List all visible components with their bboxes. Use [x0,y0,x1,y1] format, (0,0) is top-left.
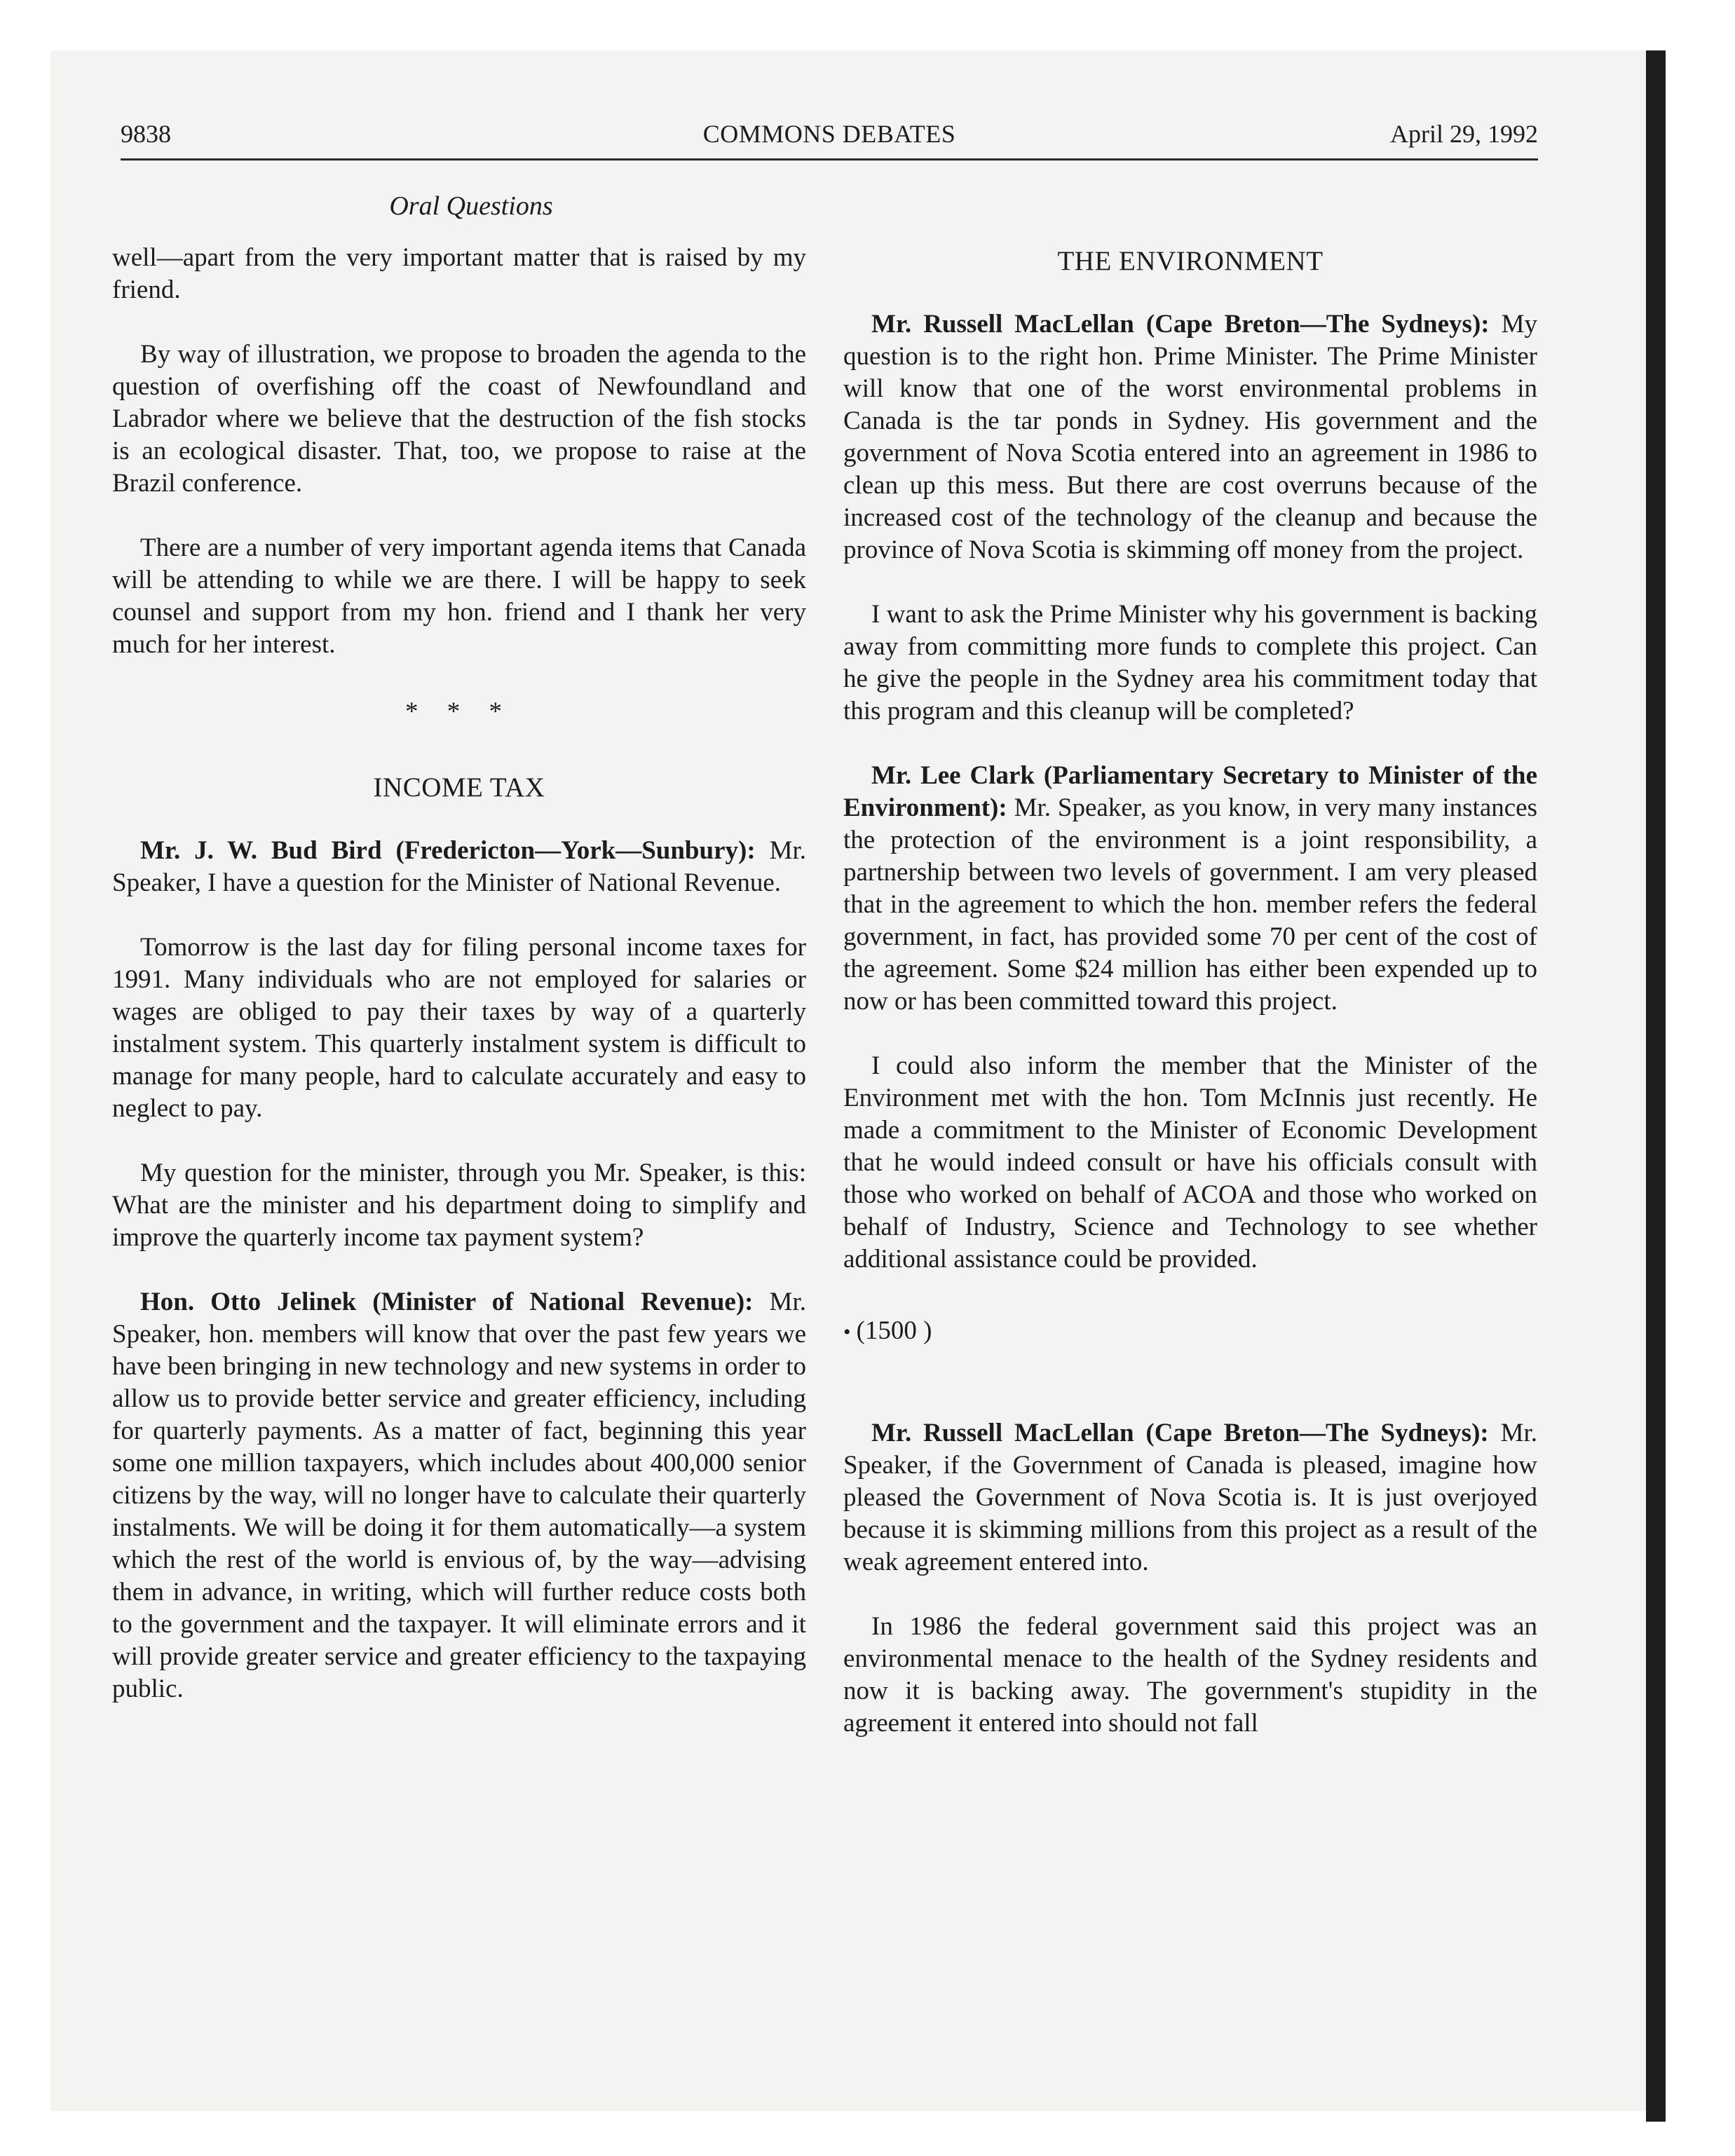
speech-text: My question is to the right hon. Prime Minister. The Prime Minister will know that one of the worst environmental problems in Canada is the tar ponds in Sydney. His government and the government of Nova Scotia entered into an agreement in 1986 to clean up this mess. But there are cost overruns because of the increased cost of the technology of the cleanup and because the province of Nova Scotia is skimming off money from the project. [843,310,1538,564]
speaker-name: Mr. J. W. Bud Bird (Fredericton—York—Sunbury): [140,836,756,865]
paragraph: My question for the minister, through you Mr. Speaker, is this: What are the minister and his department doing to simplify and improve the quarterly income tax payment system? [112,1159,806,1252]
speaker-name: Mr. Russell MacLellan (Cape Breton—The Sydneys): [871,1419,1489,1447]
right-column [843,245,1537,1772]
speech-text: Mr. Speaker, if the Government of Canada is pleased, imagine how pleased the Government of Nova Scotia is. It is just overjoyed because it is skimming millions from this project as a result of the weak agreement entered into. [843,1419,1538,1576]
running-header [121,119,1538,161]
page-number: 9838 [121,120,171,148]
paragraph: well—apart from the very important matter that is raised by my friend. [112,243,806,304]
section-separator: * * * [405,697,513,726]
section-heading: THE ENVIRONMENT [1057,246,1324,276]
speech-paragraph [112,1286,806,1705]
paragraph: I could also inform the member that the Minister of the Environment met with the hon. Tom McInnis just recently. He made a commitment to the Minister of Economic Development that he would indeed consult or have his officials consult with those who worked on behalf of ACOA and those who worked on behalf of Industry, Science and Technology to see whether additional assistance could be provided. [843,1051,1537,1274]
speech-text: Mr. Speaker, I have a question for the Minister of National Revenue. [112,836,806,897]
speaker-name: Mr. Lee Clark (Parliamentary Secretary to Minister of the Environment): [843,761,1537,822]
paragraph: In 1986 the federal government said this project was an environmental menace to the health of the Sydney residents and now it is backing away. The government's stupidity in the agreement it entered into should not fall [843,1612,1537,1738]
left-column [112,242,806,1738]
binding-shadow [1646,50,1666,2122]
paragraph: Tomorrow is the last day for filing personal income taxes for 1991. Many individuals who are not employed for salaries or wages are obliged to pay their taxes by way of a quarterly instalment system. This quarterly instalment system is difficult to manage for many people, hard to calculate accurately and easy to neglect to pay. [112,933,806,1123]
paragraph: By way of illustration, we propose to broaden the agenda to the question of overfishing off the coast of Newfoundland and Labrador where we believe that the destruction of the fish stocks is an ecological disaster. That, too, we propose to raise at the Brazil conference. [112,340,806,498]
speech-paragraph [843,308,1537,566]
section-label: Oral Questions [389,191,553,221]
speech-paragraph [843,1417,1537,1578]
speech-paragraph [843,760,1537,1018]
speaker-name: Mr. Russell MacLellan (Cape Breton—The Sydneys): [871,310,1490,339]
speech-text: Mr. Speaker, as you know, in very many instances the protection of the environment is a joint responsibility, a partnership between two levels of government. I am very pleased that in the agreement to which the hon. member refers the federal government, in fact, has provided some 70 per cent of the cost of the agreement. Some $24 million has either been expended up to now or has been committed toward this project. [843,793,1537,1016]
timestamp-text: (1500 ) [856,1316,932,1345]
publication-date: April 29, 1992 [1390,120,1538,148]
paragraph: There are a number of very important agenda items that Canada will be attending to while we are there. I will be happy to seek counsel and support from my hon. friend and I thank her very much for her interest. [112,533,806,659]
speaker-name: Hon. Otto Jelinek (Minister of National Revenue): [140,1288,754,1316]
section-heading: INCOME TAX [373,772,545,803]
journal-title: COMMONS DEBATES [702,120,956,148]
speech-paragraph [112,835,806,899]
bullet-icon: • [843,1321,851,1344]
speech-text: Mr. Speaker, hon. members will know that over the past few years we have been bringing in new technology and new systems in order to allow us to provide better service and greater efficiency, including for quarterly payments. As a matter of fact, beginning this year some one million taxpayers, which includes about 400,000 senior citizens by the way, will no longer have to calculate their quarterly instalments. We will be doing it for them automatically—a system which the rest of the world is envious of, by the way—advising them in advance, in writing, which will further reduce costs both to the government and the taxpayer. It will eliminate errors and it will provide greater service and greater efficiency to the taxpaying public. [112,1288,806,1703]
timestamp-marker [843,1315,1537,1349]
paragraph: I want to ask the Prime Minister why his government is backing away from committing more funds to complete this project. Can he give the people in the Sydney area his commitment today that this program and this cleanup will be completed? [843,600,1537,725]
